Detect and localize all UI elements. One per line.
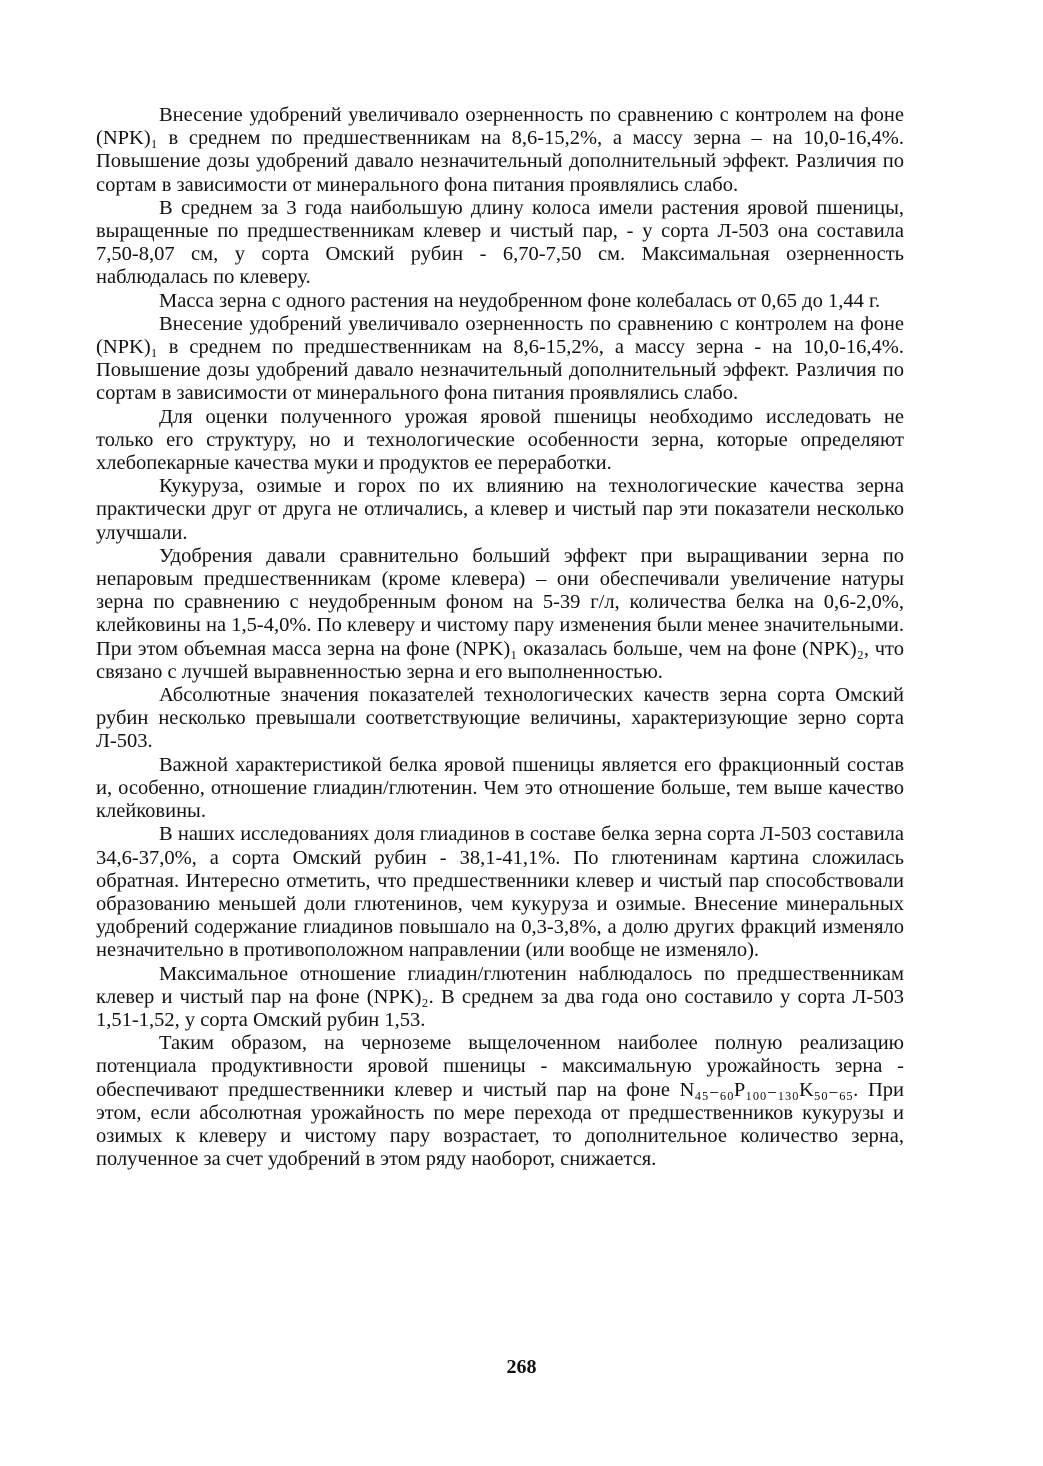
paragraph: Таким образом, на черноземе выщелоченном наиболее полную реализацию потенциала продуктивности яровой пшеницы - максимальную урожайность зерна - обеспечивают предшественники клевер и чистый пар на фоне N₄₅₋₆₀P₁₀₀₋₁₃₀K₅₀₋₆₅. При этом, если абсолютная урожайность по мере перехода от предшественников кукурузы и озимых к клеверу и чистому пару возрастает, то дополнительное количество зерна, полученное за счет удобрений в этом ряду наоборот, снижается. bbox=[96, 1032, 904, 1171]
paragraph: Внесение удобрений увеличивало озерненность по сравнению с контролем на фоне (NPK)₁ в среднем по предшественникам на 8,6-15,2%, а массу зерна – на 10,0-16,4%. Повышение дозы удобрений давало незначительный дополнительный эффект. Различия по сортам в зависимости от минерального фона питания проявлялись слабо. bbox=[96, 104, 904, 196]
page-body bbox=[96, 104, 904, 1171]
paragraph: В среднем за 3 года наибольшую длину колоса имели растения яровой пшеницы, выращенные по предшественникам клевер и чистый пар, - у сорта Л-503 она составила 7,50-8,07 см, у сорта Омский рубин - 6,70-7,50 см. Максимальная озерненность наблюдалась по клеверу. bbox=[96, 196, 904, 289]
paragraph: Удобрения давали сравнительно больший эффект при выращивании зерна по непаровым предшественникам (кроме клевера) – они обеспечивали увеличение натуры зерна по сравнению с неудобренным фоном на 5-39 г/л, количества белка на 0,6-2,0%, клейковины на 1,5-4,0%. По клеверу и чистому пару изменения были менее значительными. При этом объемная масса зерна на фоне (NPK)₁ оказалась больше, чем на фоне (NPK)₂, что связано с лучшей выравненностью зерна и его выполненностью. bbox=[96, 544, 904, 683]
paragraph: В наших исследованиях доля глиадинов в составе белка зерна сорта Л-503 составила 34,6-37,0%, а сорта Омский рубин - 38,1-41,1%. По глютенинам картина сложилась обратная. Интересно отметить, что предшественники клевер и чистый пар способствовали образованию меньшей доли глютенинов, чем кукуруза и озимые. Внесение минеральных удобрений содержание глиадинов повышало на 0,3-3,8%, а долю других фракций изменяло незначительно в противоположном направлении (или вообще не изменяло). bbox=[96, 823, 904, 962]
paragraph: Внесение удобрений увеличивало озерненность по сравнению с контролем на фоне (NPK)₁ в среднем по предшественникам на 8,6-15,2%, а массу зерна - на 10,0-16,4%. Повышение дозы удобрений давало незначительный дополнительный эффект. Различия по сортам в зависимости от минерального фона питания проявлялись слабо. bbox=[96, 312, 904, 405]
page-number: 268 bbox=[506, 1356, 537, 1378]
paragraph: Для оценки полученного урожая яровой пшеницы необходимо исследовать не только его структуру, но и технологические особенности зерна, которые определяют хлебопекарные качества муки и продуктов ее переработки. bbox=[96, 405, 904, 475]
paragraph: Важной характеристикой белка яровой пшеницы является его фракционный состав и, особенно, отношение глиадин/глютенин. Чем это отношение больше, тем выше качество клейковины. bbox=[96, 753, 904, 823]
paragraph: Масса зерна с одного растения на неудобренном фоне колебалась от 0,65 до 1,44 г. bbox=[159, 289, 881, 312]
paragraph: Абсолютные значения показателей технологических качеств зерна сорта Омский рубин несколько превышали соответствующие величины, характеризующие зерно сорта Л-503. bbox=[96, 684, 904, 753]
paragraph: Максимальное отношение глиадин/глютенин наблюдалось по предшественникам клевер и чистый пар на фоне (NPK)₂. В среднем за два года оно составило у сорта Л-503 1,51-1,52, у сорта Омский рубин 1,53. bbox=[96, 962, 904, 1031]
paragraph: Кукуруза, озимые и горох по их влиянию на технологические качества зерна практически друг от друга не отличались, а клевер и чистый пар эти показатели несколько улучшали. bbox=[96, 475, 904, 544]
